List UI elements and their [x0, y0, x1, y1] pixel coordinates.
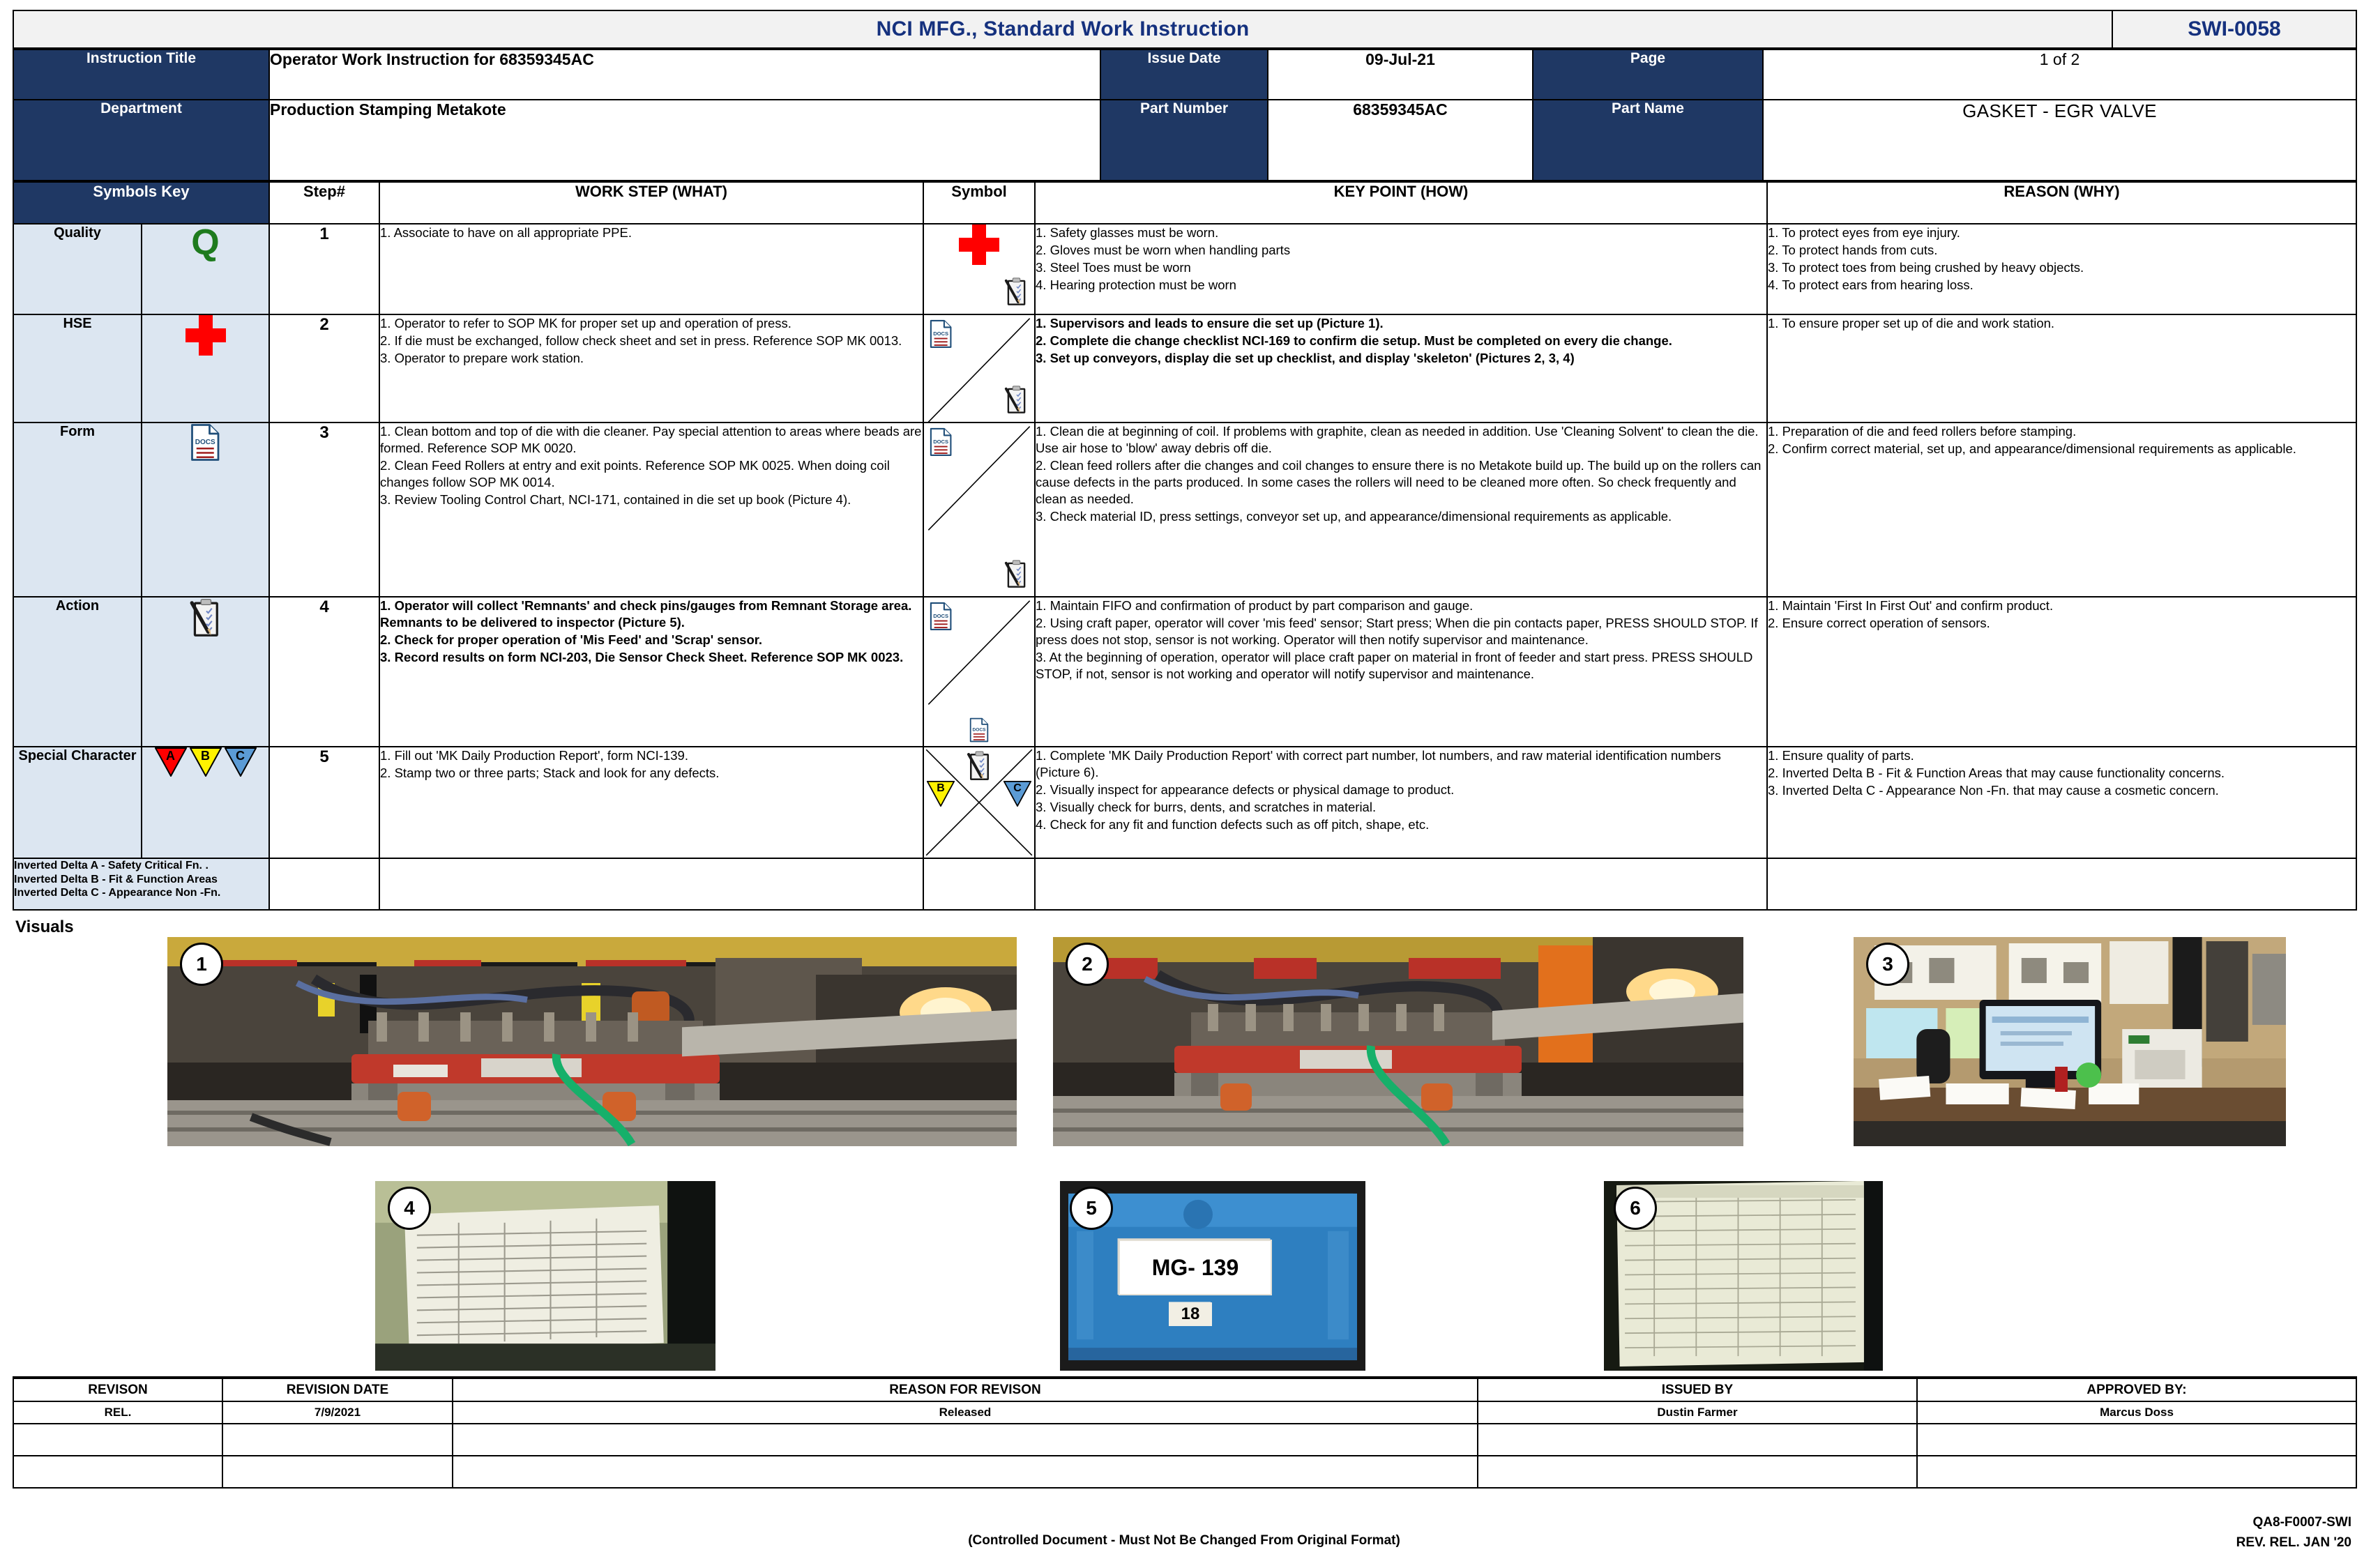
bin-number: 18 [1169, 1302, 1212, 1326]
docs-icon [930, 602, 952, 631]
key-point-cell [1035, 314, 1767, 423]
instruction-title-value: Operator Work Instruction for 68359345AC [269, 50, 1100, 100]
reason-line: 1. Preparation of die and feed rollers before stamping. [1768, 424, 2077, 439]
work-step-cell [379, 314, 923, 423]
reason-cell [1767, 224, 2356, 314]
visual-badge-4: 4 [388, 1187, 431, 1230]
reason-cell [1767, 747, 2356, 858]
key-point-line: 3. Check material ID, press settings, conveyor set up, and appearance/dimensional requirements as applicable. [1036, 509, 1672, 524]
reason-cell [1767, 423, 2356, 597]
visual-image-2 [1053, 937, 1743, 1146]
visual-badge-6: 6 [1614, 1187, 1657, 1230]
work-step-row [13, 224, 2356, 314]
work-steps-table [13, 181, 2357, 911]
legend-blank-keypoint [1035, 858, 1767, 910]
form-code: QA8-F0007-SWI [2252, 1515, 2351, 1530]
symbol-cell [923, 727, 1035, 858]
docs-icon [930, 319, 952, 349]
revision-approved-by: Marcus Doss [1917, 1401, 2356, 1424]
revision-date [222, 1456, 453, 1488]
symbols-key-name [13, 747, 142, 858]
work-step-line: 1. Clean bottom and top of die with die cleaner. Pay special attention to areas where beads are formed. Reference SOP MK 0020. [380, 424, 922, 456]
reason-cell [1767, 597, 2356, 747]
step-number: 1 [269, 224, 379, 314]
visual-badge-2: 2 [1066, 943, 1109, 986]
key-point-cell [1035, 423, 1767, 597]
symbols-key-label: Quality [54, 225, 101, 241]
work-step-line: 2. Check for proper operation of 'Mis Feed' and 'Scrap' sensor. [380, 632, 763, 648]
revision-col-issued: ISSUED BY [1478, 1378, 1917, 1401]
visual-badge-3: 3 [1866, 943, 1909, 986]
reason-line: 2. Inverted Delta B - Fit & Function Areas that may cause functionality concerns. [1768, 766, 2225, 781]
visual-badge-5: 5 [1070, 1187, 1113, 1230]
triangle-c-icon: C [225, 747, 257, 777]
work-step-row [13, 597, 2356, 747]
symbols-key-name [13, 423, 142, 597]
revision-reason [453, 1456, 1478, 1488]
clipboard-pencil-icon [188, 597, 222, 639]
work-step-cell [379, 423, 923, 597]
svg-text:DOCS: DOCS [933, 612, 949, 619]
clipboard-pencil-icon [1003, 277, 1029, 307]
legend-line-c: Inverted Delta C - Appearance Non -Fn. [14, 887, 221, 899]
step-number: 3 [269, 423, 379, 597]
instruction-title-label: Instruction Title [13, 50, 269, 100]
work-step-cell [379, 224, 923, 314]
visual-image-4 [375, 1181, 715, 1371]
col-step: Step# [269, 182, 379, 224]
svg-text:DOCS: DOCS [972, 727, 986, 733]
reason-line: 2. Ensure correct operation of sensors. [1768, 616, 1990, 631]
triangles-abc-icon [155, 747, 257, 777]
part-number-label: Part Number [1100, 100, 1268, 181]
visual-image-3 [1854, 937, 2286, 1146]
docs-icon [969, 717, 989, 743]
symbols-key-icon-cell [142, 423, 269, 597]
symbols-key-label: Form [60, 424, 95, 439]
special-character-legend [13, 858, 269, 910]
key-point-line: 3. Visually check for burrs, dents, and scratches in material. [1036, 800, 1377, 815]
symbols-key-name [13, 224, 142, 314]
red-cross-icon [959, 224, 999, 265]
rev-note: REV. REL. JAN '20 [2236, 1535, 2351, 1551]
key-point-line: 2. Visually inspect for appearance defects or physical damage to product. [1036, 782, 1455, 798]
work-step-line: 2. Stamp two or three parts; Stack and look for any defects. [380, 766, 720, 781]
visuals-section [13, 913, 2356, 1373]
legend-blank-workstep [379, 858, 923, 910]
key-point-line: 3. Set up conveyors, display die set up checklist, and display 'skeleton' (Pictures 2, 3, 4) [1036, 351, 1575, 366]
key-point-line: 1. Clean die at beginning of coil. If problems with graphite, clean as needed in addition. Use 'Cleaning Solvent' to clean the die. Use air hose to 'blow' away debris off die. [1036, 424, 1759, 456]
col-symbols-key: Symbols Key [13, 182, 269, 224]
key-point-line: 2. Using craft paper, operator will cover 'mis feed' sensor; Start press; When die pin contacts paper, PRESS SHOULD STOP. If press does not stop, sensor is not working. Operator will then notify supervisor and maintenance. [1036, 616, 1758, 648]
document-main-title: NCI MFG., Standard Work Instruction [13, 10, 2112, 48]
symbols-key-icon-cell [142, 314, 269, 423]
svg-text:DOCS: DOCS [933, 330, 949, 337]
footer-codes [2236, 1512, 2351, 1553]
work-step-line: 1. Fill out 'MK Daily Production Report', form NCI-139. [380, 748, 688, 763]
red-cross-icon [185, 315, 226, 356]
work-step-line: 1. Operator to refer to SOP MK for proper set up and operation of press. [380, 316, 791, 330]
work-step-line: 1. Operator will collect 'Remnants' and check pins/gauges from Remnant Storage area. Remnants to be delivered to inspector (Picture 5). [380, 598, 912, 630]
letter-q-icon: Q [191, 222, 220, 263]
revision-header-row [13, 1378, 2356, 1401]
legend-blank-reason [1767, 858, 2356, 910]
key-point-line: 3. Steel Toes must be worn [1036, 260, 1191, 275]
part-number-value: 68359345AC [1268, 100, 1533, 181]
key-point-line: 3. At the beginning of operation, operator will place craft paper on material in front of feeder and start press. PRESS SHOULD STOP, if not, sensor is not working and operator will notify supervisor and maintenance. [1036, 650, 1753, 682]
document-info-table [13, 49, 2357, 181]
legend-blank-symbol [923, 858, 1035, 910]
legend-blank-step [269, 858, 379, 910]
col-key-point: KEY POINT (HOW) [1035, 182, 1767, 224]
revision-row [13, 1401, 2356, 1424]
work-step-row [13, 314, 2356, 423]
revision-issued-by [1478, 1424, 1917, 1456]
work-step-row [13, 423, 2356, 597]
work-step-line: 3. Operator to prepare work station. [380, 351, 584, 366]
legend-line-b: Inverted Delta B - Fit & Function Areas [14, 873, 218, 885]
department-value: Production Stamping Metakote [269, 100, 1100, 181]
bin-label: MG- 139 [1119, 1240, 1272, 1295]
department-label: Department [13, 100, 269, 181]
key-point-line: 1. Supervisors and leads to ensure die set up (Picture 1). [1036, 316, 1384, 330]
triangle-a-icon: A [155, 747, 187, 777]
symbols-key-label: Action [55, 598, 100, 614]
docs-icon [930, 427, 952, 457]
symbols-key-name [13, 597, 142, 747]
steps-table-header-row [13, 182, 2356, 224]
reason-line: 4. To protect ears from hearing loss. [1768, 277, 1974, 293]
reason-cell [1767, 314, 2356, 423]
revision-reason [453, 1424, 1478, 1456]
reason-line: 1. Ensure quality of parts. [1768, 748, 1914, 763]
issue-date-value: 09-Jul-21 [1268, 50, 1533, 100]
visuals-label: Visuals [15, 918, 74, 936]
revision-row [13, 1424, 2356, 1456]
symbols-key-label: Special Character [18, 748, 137, 763]
revision-col-approved: APPROVED BY: [1917, 1378, 2356, 1401]
symbols-key-name [13, 314, 142, 423]
work-step-line: 2. If die must be exchanged, follow check sheet and set in press. Reference SOP MK 0013. [380, 333, 902, 349]
visual-badge-1: 1 [180, 943, 223, 986]
page-label: Page [1533, 50, 1763, 100]
visual-image-1 [167, 937, 1017, 1146]
work-step-line: 2. Clean Feed Rollers at entry and exit points. Reference SOP MK 0025. When doing coil changes follow SOP MK 0014. [380, 458, 890, 490]
work-step-line: 1. Associate to have on all appropriate PPE. [380, 225, 632, 240]
reason-line: 1. Maintain 'First In First Out' and confirm product. [1768, 598, 2054, 613]
reason-line: 3. To protect toes from being crushed by heavy objects. [1768, 260, 2084, 275]
clipboard-pencil-icon [966, 750, 992, 782]
revision-table [13, 1376, 2357, 1489]
revision-approved-by [1917, 1424, 2356, 1456]
work-step-line: 3. Review Tooling Control Chart, NCI-171, contained in die set up book (Picture 4). [380, 492, 851, 508]
revision-col-rev: REVISON [13, 1378, 222, 1401]
reason-line: 1. To ensure proper set up of die and work station. [1768, 316, 2055, 330]
triangle-b-icon: B [190, 747, 222, 777]
title-bar [13, 10, 2357, 49]
legend-row [13, 858, 2356, 910]
work-step-line: 3. Record results on form NCI-203, Die Sensor Check Sheet. Reference SOP MK 0023. [380, 650, 904, 665]
key-point-line: 2. Complete die change checklist NCI-169 to confirm die setup. Must be completed on every die change. [1036, 333, 1672, 349]
step-number: 4 [269, 597, 379, 747]
part-name-label: Part Name [1533, 100, 1763, 181]
reason-line: 3. Inverted Delta C - Appearance Non -Fn. that may cause a cosmetic concern. [1768, 783, 2219, 798]
key-point-line: 4. Check for any fit and function defects such as off pitch, shape, etc. [1036, 817, 1430, 832]
revision-col-date: REVISION DATE [222, 1378, 453, 1401]
col-reason: REASON (WHY) [1767, 182, 2356, 224]
docs-icon [190, 423, 220, 462]
key-point-cell [1035, 747, 1767, 858]
key-point-line: 2. Gloves must be worn when handling parts [1036, 243, 1291, 258]
revision-rev [13, 1424, 222, 1456]
issue-date-label: Issue Date [1100, 50, 1268, 100]
key-point-line: 1. Maintain FIFO and confirmation of product by part comparison and gauge. [1036, 598, 1474, 613]
part-name-value: GASKET - EGR VALVE [1763, 100, 2356, 181]
triangle-b-icon: B [927, 781, 955, 807]
step-number: 5 [269, 747, 379, 858]
symbols-key-label: HSE [63, 316, 92, 331]
revision-reason: Released [453, 1401, 1478, 1424]
key-point-line: 1. Safety glasses must be worn. [1036, 225, 1219, 240]
key-point-cell [1035, 224, 1767, 314]
revision-issued-by [1478, 1456, 1917, 1488]
revision-rev [13, 1456, 222, 1488]
revision-row [13, 1456, 2356, 1488]
symbols-key-icon-cell [142, 597, 269, 747]
col-work-step: WORK STEP (WHAT) [379, 182, 923, 224]
legend-line-a: Inverted Delta A - Safety Critical Fn. . [14, 860, 209, 871]
visual-image-5 [1060, 1181, 1365, 1371]
work-step-cell [379, 747, 923, 858]
svg-text:DOCS: DOCS [933, 438, 949, 445]
document-number: SWI-0058 [2112, 10, 2356, 48]
controlled-document-note: (Controlled Document - Must Not Be Changed From Original Format) [968, 1533, 1400, 1548]
revision-approved-by [1917, 1456, 2356, 1488]
col-symbol: Symbol [923, 182, 1035, 224]
revision-issued-by: Dustin Farmer [1478, 1401, 1917, 1424]
clipboard-pencil-icon [1003, 385, 1029, 416]
revision-rev: REL. [13, 1401, 222, 1424]
key-point-line: 2. Clean feed rollers after die changes and coil changes to ensure there is no Metakote build up. The build up on the rollers can cause defects in the parts produced. In some cases the rollers will need to be cleaned more often. So check frequently and clean as needed. [1036, 458, 1762, 507]
step-number: 2 [269, 314, 379, 423]
work-step-row [13, 747, 2356, 858]
visual-image-6 [1604, 1181, 1883, 1371]
key-point-line: 4. Hearing protection must be worn [1036, 277, 1236, 293]
page-value: 1 of 2 [1763, 50, 2356, 100]
key-point-line: 1. Complete 'MK Daily Production Report' with correct part number, lot numbers, and raw material identification numbers (Picture 6). [1036, 748, 1721, 780]
page-footer [13, 1505, 2356, 1568]
revision-date [222, 1424, 453, 1456]
clipboard-pencil-icon [1003, 559, 1029, 590]
key-point-cell [1035, 597, 1767, 747]
reason-line: 2. To protect hands from cuts. [1768, 243, 1938, 258]
revision-date: 7/9/2021 [222, 1401, 453, 1424]
reason-line: 2. Confirm correct material, set up, and appearance/dimensional requirements as applicable. [1768, 441, 2296, 457]
svg-text:DOCS: DOCS [195, 439, 215, 446]
symbols-key-icon-cell [142, 747, 269, 858]
work-step-cell [379, 597, 923, 747]
symbols-key-icon-cell [142, 224, 269, 314]
triangle-c-icon: C [1003, 781, 1031, 807]
reason-line: 1. To protect eyes from eye injury. [1768, 225, 1960, 240]
revision-col-reason: REASON FOR REVISON [453, 1378, 1478, 1401]
